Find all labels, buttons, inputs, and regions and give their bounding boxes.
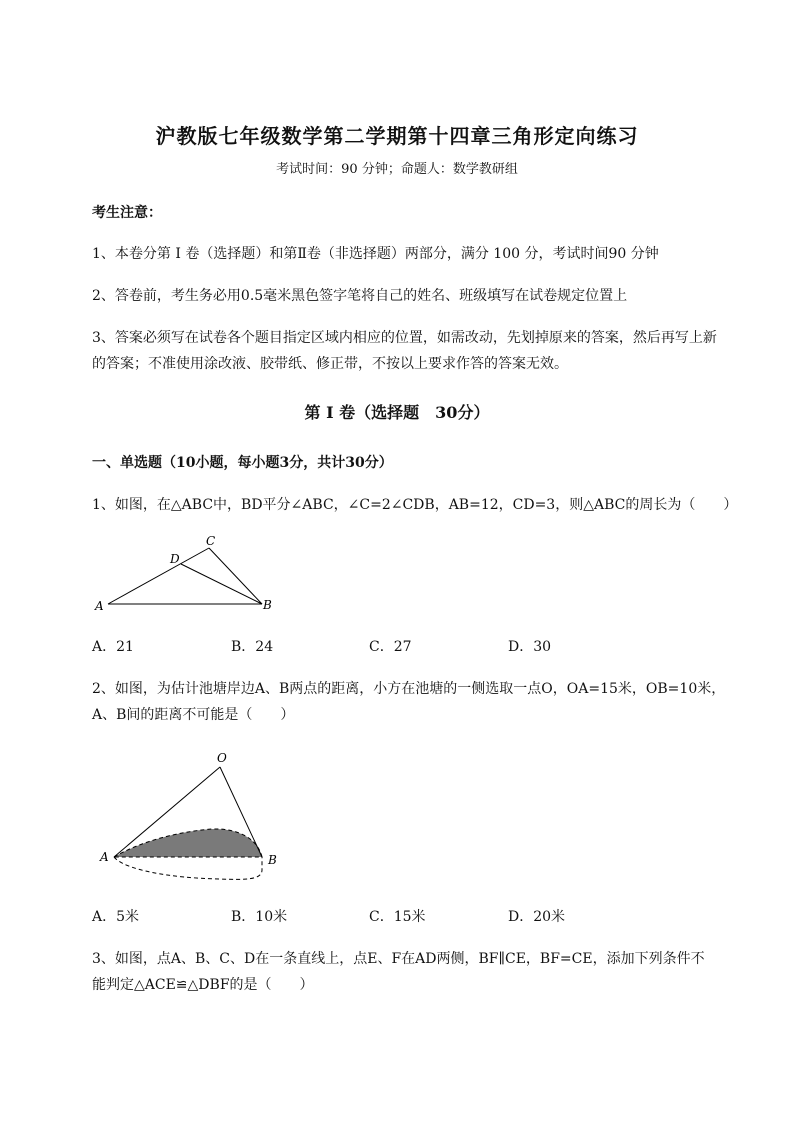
- question-2-option-c[interactable]: C．15米: [369, 909, 426, 925]
- question-3-text: 3、如图，点A、B、C、D在一条直线上，点E、F在AD两侧，BF∥CE，BF=CE，添加下列条件不: [92, 951, 705, 967]
- part-heading: 一、单选题（10小题，每小题3分，共计30分）: [92, 455, 393, 471]
- figure2-label-o: O: [217, 751, 227, 765]
- note-item-3-cont: 的答案；不准使用涂改液、胶带纸、修正带，不按以上要求作答的答案无效。: [92, 356, 568, 372]
- figure2-label-a: A: [100, 850, 109, 864]
- question-1-option-a[interactable]: A．21: [92, 639, 134, 655]
- figure1-label-d: D: [170, 552, 180, 566]
- note-item-2: 2、答卷前，考生务必用0.5毫米黑色签字笔将自己的姓名、班级填写在试卷规定位置上: [92, 288, 628, 304]
- page-title: 沪教版七年级数学第二学期第十四章三角形定向练习: [155, 124, 639, 148]
- question-1-option-d[interactable]: D．30: [508, 639, 552, 655]
- figure2-label-b: B: [268, 853, 277, 867]
- figure1-label-a: A: [95, 599, 104, 613]
- question-2-text: 2、如图，为估计池塘岸边A、B两点的距离，小方在池塘的一侧选取一点O，OA=15米，OB=10米，: [92, 681, 726, 697]
- note-item-3: 3、答案必须写在试卷各个题目指定区域内相应的位置，如需改动，先划掉原来的答案，然后再写上新: [92, 330, 717, 346]
- question-2-option-b[interactable]: B．10米: [231, 909, 288, 925]
- question-1-text: 1、如图，在△ABC中，BD平分∠ABC，∠C=2∠CDB，AB=12，CD=3，则△ABC的周长为（ ）: [92, 497, 738, 513]
- question-1-option-c[interactable]: C．27: [369, 639, 412, 655]
- section-title: 第 I 卷（选择题 30分）: [304, 403, 490, 422]
- figure1-label-b: B: [263, 598, 272, 612]
- note-item-1: 1、本卷分第 I 卷（选择题）和第Ⅱ卷（非选择题）两部分，满分 100 分，考试时间90 分钟: [92, 246, 659, 262]
- question-3-text-cont: 能判定△ACE≌△DBF的是（ ）: [92, 977, 314, 993]
- question-2-option-a[interactable]: A．5米: [92, 909, 140, 925]
- question-2-text-cont: A、B间的距离不可能是（ ）: [92, 707, 295, 723]
- notes-heading: 考生注意：: [92, 205, 162, 221]
- question-2-option-d[interactable]: D．20米: [508, 909, 566, 925]
- question-1-option-b[interactable]: B．24: [231, 639, 274, 655]
- exam-info: 考试时间：90 分钟；命题人：数学教研组: [276, 162, 518, 177]
- figure1-label-c: C: [206, 534, 216, 548]
